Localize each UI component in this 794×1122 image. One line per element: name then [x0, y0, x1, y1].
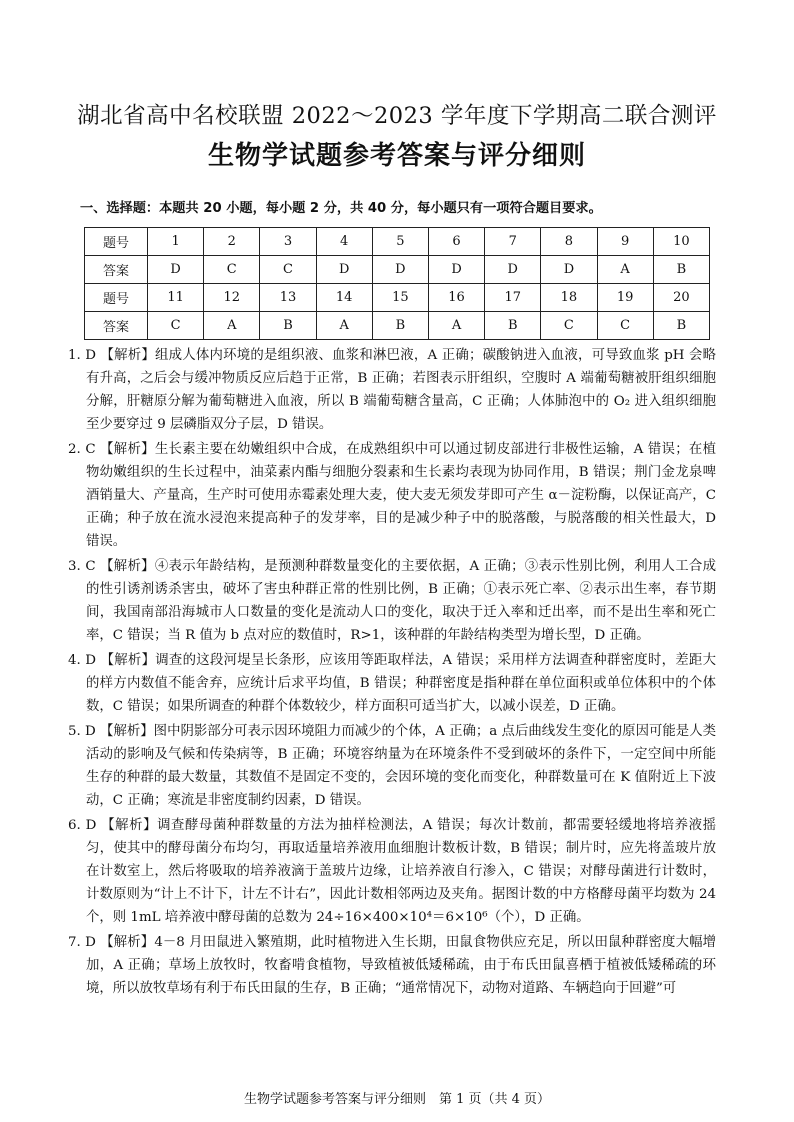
question-number: 5: [372, 228, 428, 256]
question-number: 11: [148, 284, 204, 312]
answer-cell: B: [653, 256, 709, 284]
question-number: 12: [204, 284, 260, 312]
answer-cell: D: [372, 256, 428, 284]
exam-title: 湖北省高中名校联盟 2022～2023 学年度下学期高二联合测评: [77, 103, 717, 129]
answer-cell: C: [597, 312, 653, 340]
row-label: 答案: [85, 256, 148, 284]
explanation-4: 4. D 【解析】调查的这段河堤呈长条形，应该用等距取样法，A 错误；采用样方法调查种群密度时，差距大的样方内数值不能舍弃，应统计后求平均值，B 错误；种群密度是指种群在单位面积或单位体积中的个体数，C 错误；如果所调查的种群个体数较少，样方面积可适当扩大，以减小误差，D 正确。: [68, 653, 716, 714]
row-label: 题号: [85, 228, 148, 256]
table-row: [85, 284, 710, 312]
answer-cell: C: [148, 312, 204, 340]
question-number: 2: [204, 228, 260, 256]
answer-table: [84, 227, 710, 340]
question-number: 16: [428, 284, 484, 312]
question-number: 7: [485, 228, 541, 256]
answer-cell: D: [428, 256, 484, 284]
question-number: 6: [428, 228, 484, 256]
question-number: 3: [260, 228, 316, 256]
explanation-1: 1. D 【解析】组成人体内环境的是组织液、血浆和淋巴液，A 正确；碳酸钠进入血液，可导致血浆 pH 会略有升高，之后会与缓冲物质反应后趋于正常，B 正确；若图表示肝组织，空腹时 A 端葡萄糖被肝组织细胞分解，肝糖原分解为葡萄糖进入血液，所以 B 端葡萄糖含量高，C 正确；人体肺泡中的 O₂ 进入组织细胞至少要穿过 9 层磷脂双分子层，D 错误。: [68, 348, 716, 432]
question-number: 1: [148, 228, 204, 256]
answer-cell: A: [428, 312, 484, 340]
answer-cell: C: [260, 256, 316, 284]
question-number: 14: [316, 284, 372, 312]
question-number: 15: [372, 284, 428, 312]
question-number: 17: [485, 284, 541, 312]
answer-cell: B: [485, 312, 541, 340]
answer-cell: C: [541, 312, 597, 340]
question-number: 18: [541, 284, 597, 312]
row-label: 题号: [85, 284, 148, 312]
question-number: 13: [260, 284, 316, 312]
explanation-7: 7. D 【解析】4－8 月田鼠进入繁殖期，此时植物进入生长期，田鼠食物供应充足，所以田鼠种群密度大幅增加，A 正确；草场上放牧时，牧畜啃食植物，导致植被低矮稀疏，由于布氏田鼠喜栖于植被低矮稀疏的环境，所以放牧草场有利于布氏田鼠的生存，B 正确；“通常情况下，动物对道路、车辆趋向于回避”可: [68, 935, 716, 996]
answer-cell: A: [316, 312, 372, 340]
answer-cell: A: [597, 256, 653, 284]
section-heading: 一、选择题：本题共 20 小题，每小题 2 分，共 40 分，每小题只有一项符合题目要求。: [80, 201, 602, 216]
document-subtitle: 生物学试题参考答案与评分细则: [207, 141, 586, 171]
question-number: 10: [653, 228, 709, 256]
answer-cell: D: [485, 256, 541, 284]
answer-cell: D: [541, 256, 597, 284]
explanation-3: 3. C 【解析】④表示年龄结构，是预测种群数量变化的主要依据，A 正确；③表示性别比例，利用人工合成的性引诱剂诱杀害虫，破坏了害虫种群正常的性别比例，B 正确；①表示死亡率、②表示出生率，春节期间，我国南部沿海城市人口数量的变化是流动人口的变化，取决于迁入率和迁出率，而不是出生率和死亡率，C 错误；当 R 值为 b 点对应的数值时，R>1，该种群的年龄结构类型为增长型，D 正确。: [68, 559, 716, 643]
answer-cell: C: [204, 256, 260, 284]
explanations: [68, 344, 716, 1002]
question-number: 8: [541, 228, 597, 256]
answer-cell: B: [653, 312, 709, 340]
explanation-5: 5. D 【解析】图中阴影部分可表示因环境阻力而减少的个体，A 正确；a 点后曲线发生变化的原因可能是人类活动的影响及气候和传染病等，B 正确；环境容纳量为在环境条件不受到破坏的条件下，一定空间中所能生存的种群的最大数量，其数值不是固定不变的，会因环境的变化而变化，种群数量可在 K 值附近上下波动，C 正确；寒流是非密度制约因素，D 错误。: [68, 724, 716, 808]
question-number: 9: [597, 228, 653, 256]
question-number: 4: [316, 228, 372, 256]
row-label: 答案: [85, 312, 148, 340]
table-row: [85, 312, 710, 340]
answer-cell: B: [260, 312, 316, 340]
table-row: [85, 256, 710, 284]
page-footer: 生物学试题参考答案与评分细则 第 1 页（共 4 页）: [243, 1092, 551, 1107]
question-number: 20: [653, 284, 709, 312]
answer-cell: A: [204, 312, 260, 340]
answer-cell: B: [372, 312, 428, 340]
explanation-2: 2. C 【解析】生长素主要在幼嫩组织中合成，在成熟组织中可以通过韧皮部进行非极性运输，A 错误；在植物幼嫩组织的生长过程中，油菜素内酯与细胞分裂素和生长素均表现为协同作用，B 错误；荆门金龙泉啤酒销量大、产量高，生产时可使用赤霉素处理大麦，使大麦无须发芽即可产生 α－淀粉酶，以保证高产，C 正确；种子放在流水浸泡来提高种子的发芽率，目的是减少种子中的脱落酸，与脱落酸的相关性最大，D 错误。: [68, 442, 716, 549]
table-row: [85, 228, 710, 256]
answer-cell: D: [316, 256, 372, 284]
question-number: 19: [597, 284, 653, 312]
answer-cell: D: [148, 256, 204, 284]
explanation-6: 6. D 【解析】调查酵母菌种群数量的方法为抽样检测法，A 错误；每次计数前，都需要轻缓地将培养液摇匀，使其中的酵母菌分布均匀，再取适量培养液用血细胞计数板计数，B 错误；制片时，应先将盖玻片放在计数室上，然后将吸取的培养液滴于盖玻片边缘，让培养液自行渗入，C 错误；对酵母菌进行计数时，计数原则为“计上不计下，计左不计右”，因此计数相邻两边及夹角。据图计数的中方格酵母菌平均数为 24 个，则 1mL 培养液中酵母菌的总数为 24÷16×400×10⁴＝6×10⁶（个），D 正确。: [68, 818, 716, 925]
